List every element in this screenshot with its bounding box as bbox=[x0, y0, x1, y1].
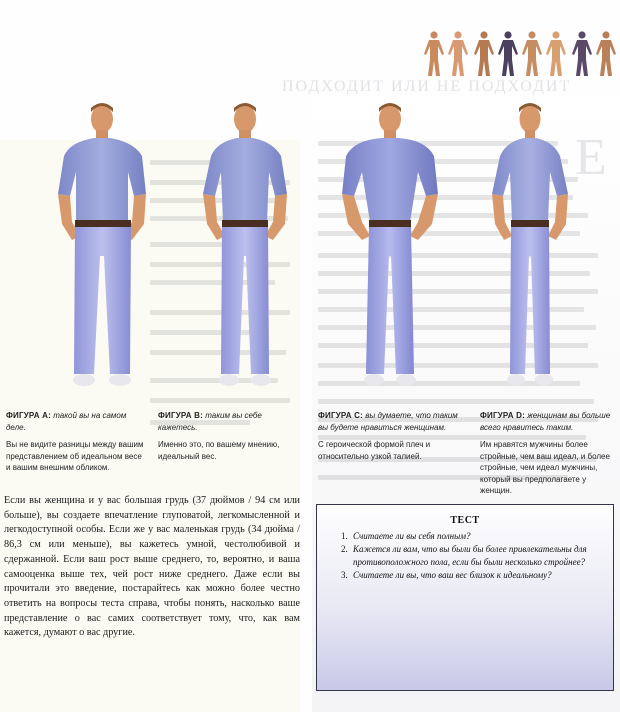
figure-b-label: ФИГУРА B: bbox=[158, 411, 203, 420]
figure-c-label: ФИГУРА C: bbox=[318, 411, 363, 420]
test-question-number: 3. bbox=[341, 570, 348, 581]
figure-c-caption bbox=[318, 410, 470, 462]
figure-b-caption bbox=[158, 410, 298, 462]
figure-a-caption bbox=[6, 410, 146, 474]
figure-a-image bbox=[50, 96, 154, 396]
figure-a-title: такой вы на самом деле. bbox=[6, 411, 127, 432]
test-question bbox=[341, 530, 605, 542]
figure-d-label: ФИГУРА D: bbox=[480, 411, 525, 420]
figure-d-title: женщинам вы больше всего нравитесь таким. bbox=[480, 411, 611, 432]
figure-d-description: Им нравятся мужчины более стройные, чем ваш идеал, и более стройные, чем идеал мужчины, который вы предполагаете у женщин. bbox=[480, 440, 610, 495]
faded-drop-cap: Е bbox=[575, 129, 607, 186]
figure-b-title: таким вы себе кажетесь. bbox=[158, 411, 262, 432]
figure-d-image bbox=[478, 96, 582, 396]
figure-c-image bbox=[338, 96, 442, 396]
test-question-text: Кажется ли вам, что вы были бы более привлекательны для противоположного пола, если бы были несколько стройнее? bbox=[353, 544, 587, 567]
test-question-number: 1. bbox=[341, 531, 348, 541]
human-silhouettes-icon bbox=[422, 30, 618, 78]
body-paragraph: Если вы женщина и у вас большая грудь (37 дюймов / 94 см или больше), вы создаете впечатление глуповатой, легкомысленной и легкодоступной особы. Если же у вас маленькая грудь (34 дюйма / 86,3 см или меньше), вы кажетесь умной, честолюбивой и сдержанной. Если ваш рост выше среднего, то, вероятно, и ваша самооценка выше тех, чей рост ниже среднего. Даже если вы прочитали это введение, постарайтесь как можно более честно ответить на вопросы теста справа, чтобы понять, насколько ваше представление о вас самих соответствует тому, что, как вам кажется, думают о вас другие. bbox=[4, 495, 300, 639]
test-question-text: Считаете ли вы себя полным? bbox=[353, 531, 471, 541]
faded-page-heading: ПОДХОДИТ ИЛИ НЕ ПОДХОДИТ bbox=[282, 78, 572, 95]
test-title: ТЕСТ bbox=[450, 515, 480, 526]
test-question-text: Считаете ли вы, что ваш вес близок к идеальному? bbox=[353, 570, 552, 581]
figure-c-title: вы думаете, что таким вы будете нравиться женщинам. bbox=[318, 411, 458, 432]
figure-a-description: Вы не видите разницы между вашим представлением об идеальном весе и вашим внешним обликом. bbox=[6, 440, 144, 472]
figure-b-image bbox=[193, 96, 297, 396]
figure-a-label: ФИГУРА A: bbox=[6, 411, 51, 420]
test-question-list bbox=[341, 530, 605, 583]
figure-c-description: С героической формой плеч и относительно узкой талией. bbox=[318, 440, 431, 461]
figure-b-description: Именно это, по вашему мнению, идеальный вес. bbox=[158, 440, 280, 461]
test-question bbox=[341, 569, 605, 581]
figure-d-caption bbox=[480, 410, 620, 497]
test-question-number: 2. bbox=[341, 544, 348, 555]
test-question bbox=[341, 543, 605, 568]
test-box bbox=[316, 504, 614, 691]
